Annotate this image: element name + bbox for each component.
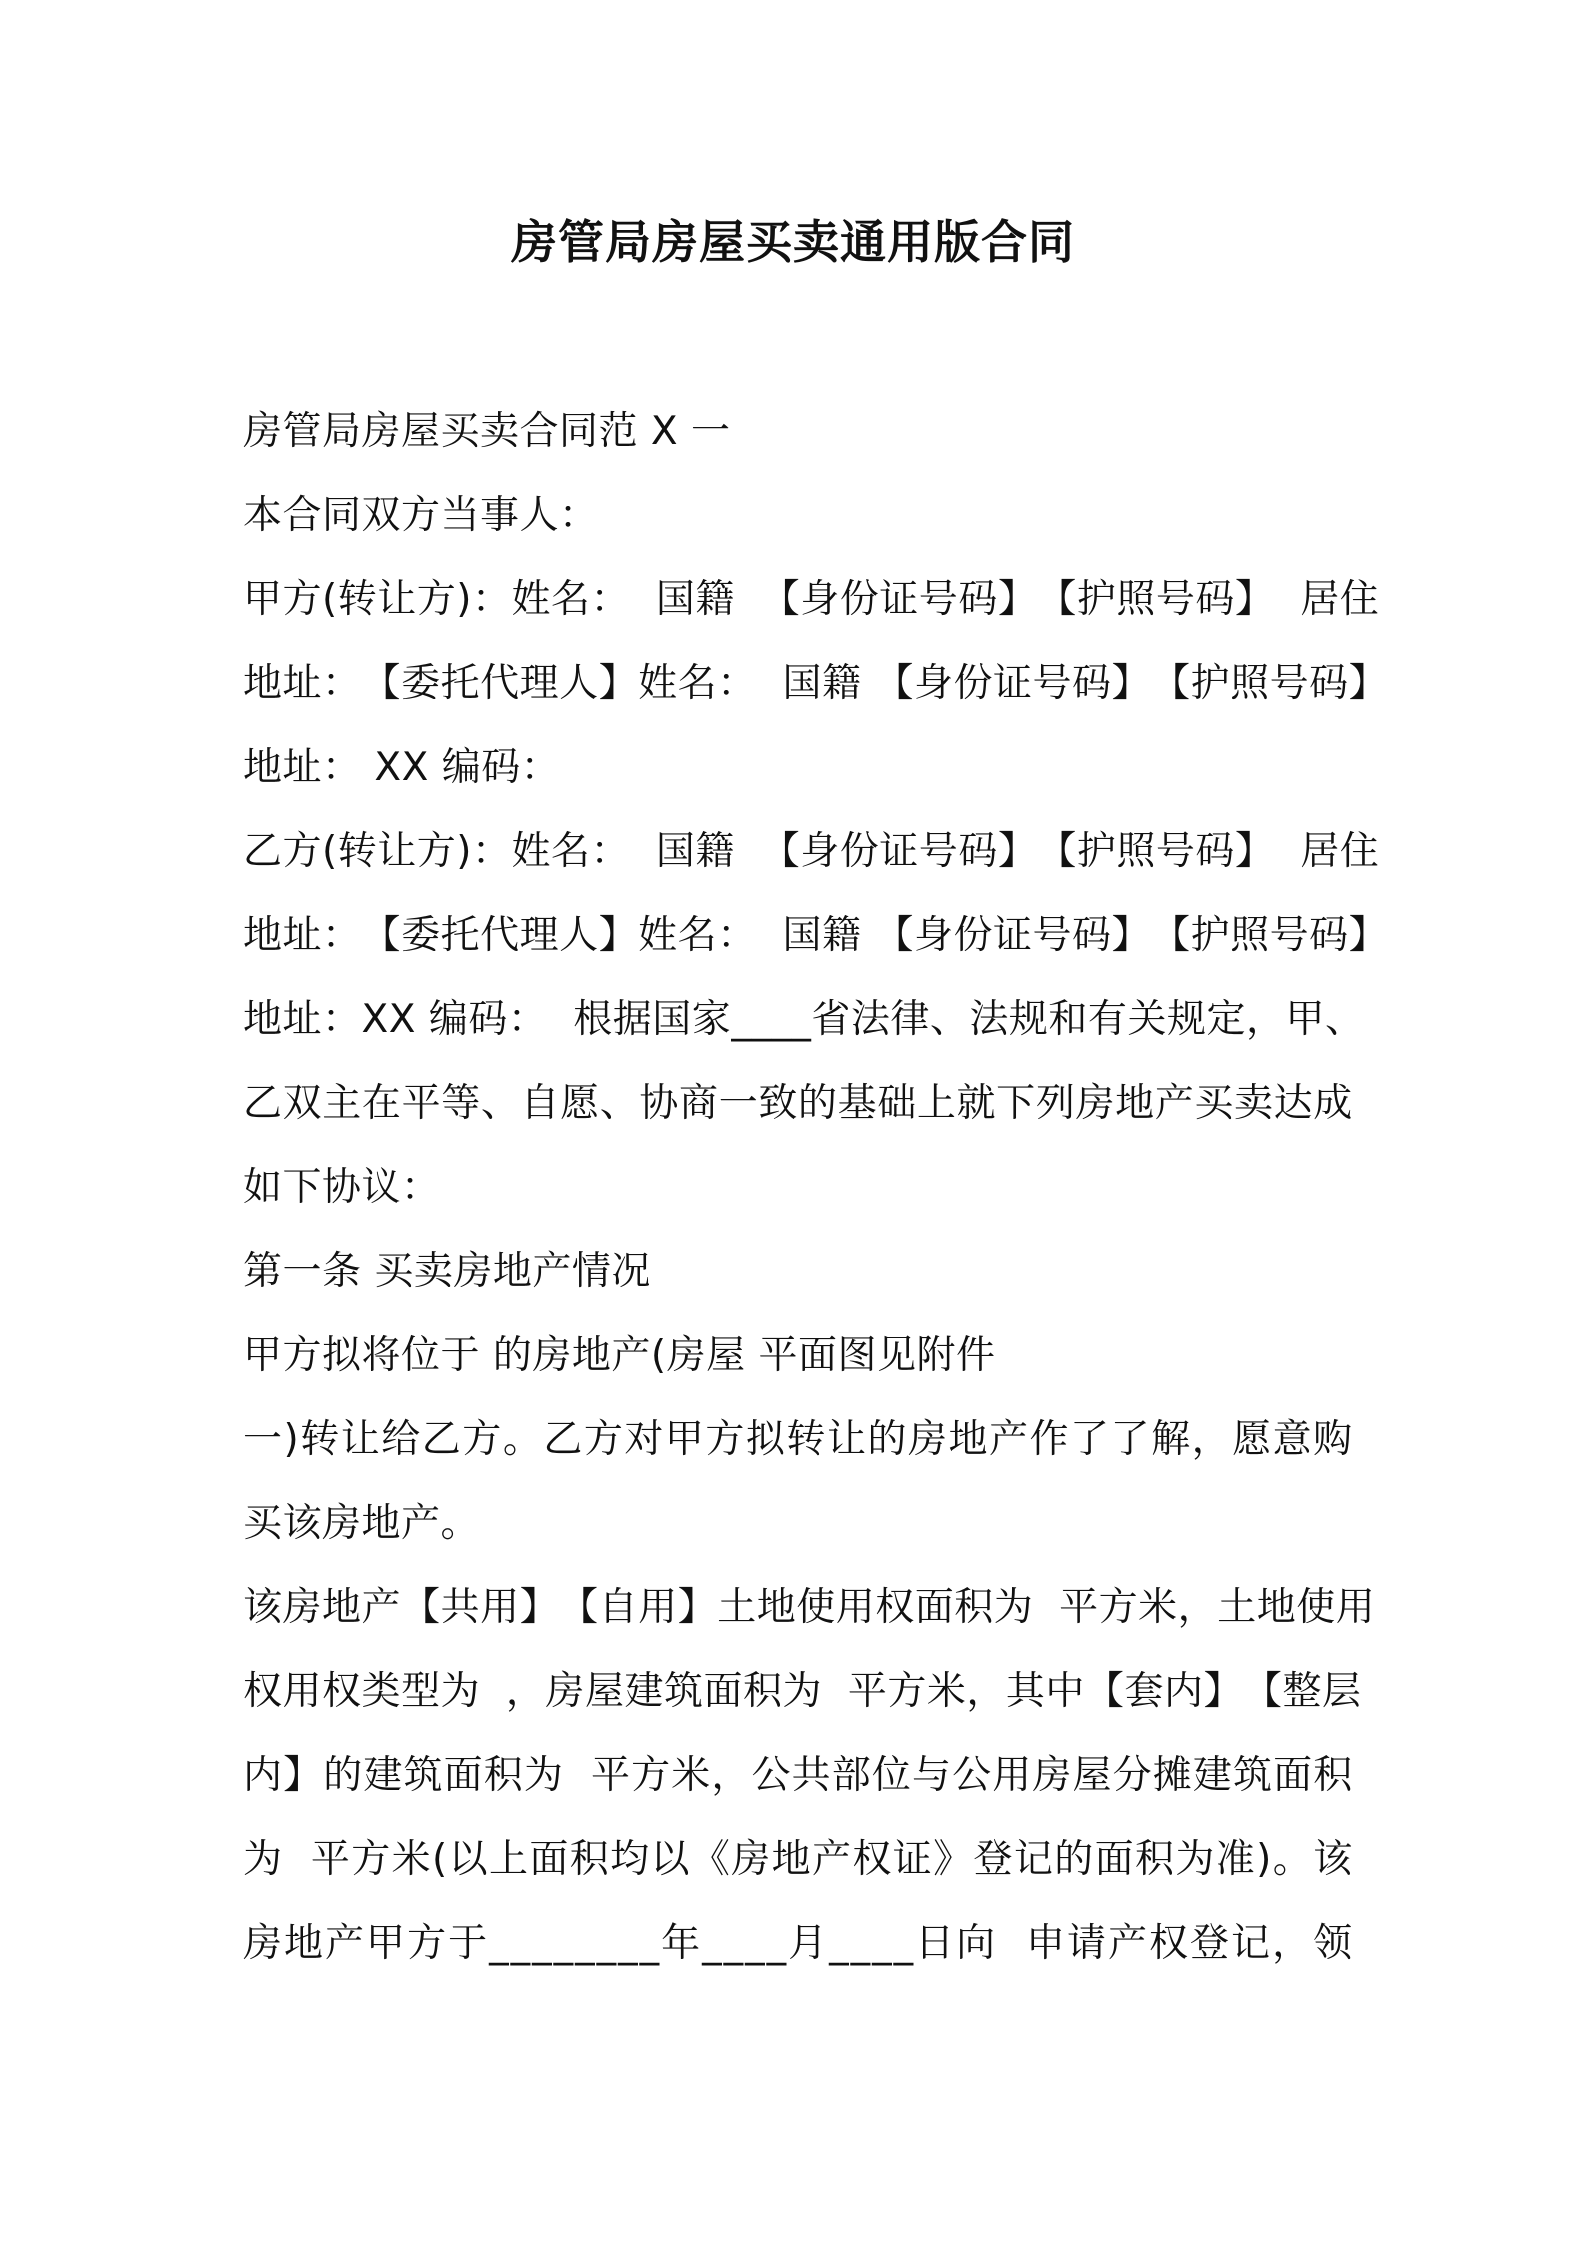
text-line: 内 】 的 建 筑 面 积 为 平 方 米 ， 公 共 部 位 与 公 用 房 屋 分 摊 建 筑 面 积 [243, 1753, 1353, 1798]
text-line: 乙 方 ( 转 让 方 ) ： 姓 名 ： 国 籍 【 身 份 证 号 码 】 【 护 照 号 码 】 居 住 [243, 829, 1380, 874]
document-title: 房管局房屋买卖通用版合同 [511, 215, 1075, 269]
text-line: 房管局房屋买卖合同范 X 一 [243, 409, 731, 454]
text-line: 地 址 ： 【 委 托 代 理 人 】 姓 名 ： 国 籍 【 身 份 证 号 码 】 【 护 照 号 码 】 [243, 661, 1389, 706]
text-line: 地址： XX 编码： [243, 745, 561, 790]
text-line: 如下协议： [243, 1165, 441, 1210]
text-line: 地 址 ： 【 委 托 代 理 人 】 姓 名 ： 国 籍 【 身 份 证 号 码 】 【 护 照 号 码 】 [243, 913, 1389, 958]
document-body [243, 404, 1389, 2000]
text-line: 甲 方 ( 转 让 方 ) ： 姓 名 ： 国 籍 【 身 份 证 号 码 】 【 护 照 号 码 】 居 住 [243, 577, 1380, 622]
text-line: 乙 双 主 在 平 等 、 自 愿 、 协 商 一 致 的 基 础 上 就 下 列 房 地 产 买 卖 达 成 [243, 1081, 1353, 1126]
text-line: 房 地 产 甲 方 于 _ _ _ _ _ _ _ _ 年 _ _ _ _ 月 _ _ _ _ 日 向 申 请 产 权 登 记 ， 领 [243, 1921, 1353, 1966]
text-line: 本合同双方当事人： [243, 493, 599, 538]
text-line: 买该房地产。 [243, 1501, 481, 1546]
text-line: 第一条 买卖房地产情况 [243, 1249, 651, 1294]
text-line: 甲方拟将位于 的房地产(房屋 平面图见附件 [243, 1333, 996, 1378]
text-line: 权 用 权 类 型 为 ， 房 屋 建 筑 面 积 为 平 方 米 ， 其 中 【 套 内 】 【 整 层 [243, 1669, 1362, 1714]
text-line: 地 址 ： X X 编 码 ： 根 据 国 家 _ _ _ _ 省 法 律 、 法 规 和 有 关 规 定 ， 甲 、 [243, 997, 1365, 1042]
text-line: 该 房 地 产 【 共 用 】 【 自 用 】 土 地 使 用 权 面 积 为 平 方 米 ， 土 地 使 用 [243, 1585, 1376, 1630]
text-line: 为 平 方 米 ( 以 上 面 积 均 以 《 房 地 产 权 证 》 登 记 的 面 积 为 准 ) 。 该 [243, 1837, 1353, 1882]
text-line: 一 ) 转 让 给 乙 方 。 乙 方 对 甲 方 拟 转 让 的 房 地 产 作 了 了 解 ， 愿 意 购 [243, 1417, 1353, 1462]
